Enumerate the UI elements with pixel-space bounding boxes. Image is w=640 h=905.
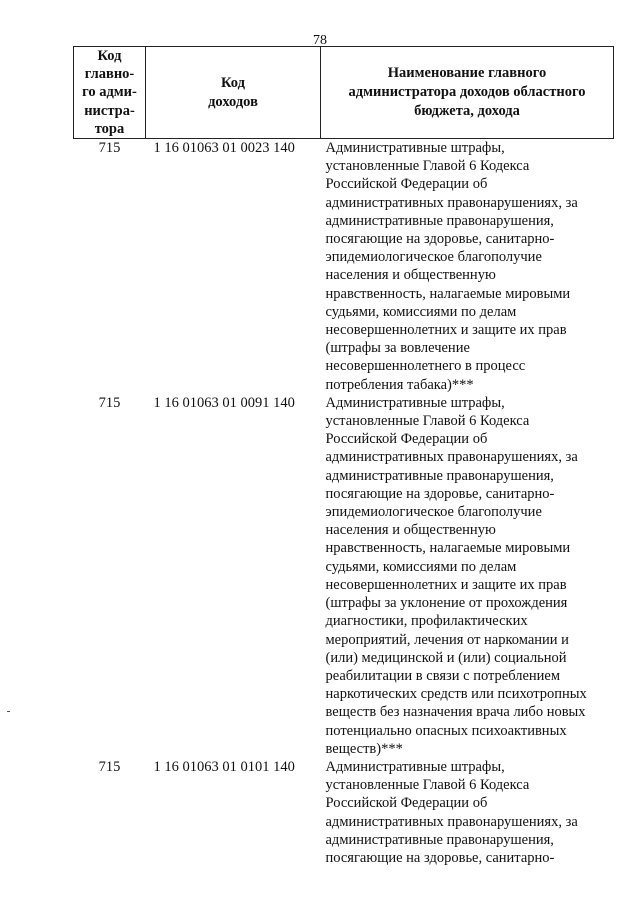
income-name-line: посягающие на здоровье, санитарно- (325, 231, 555, 248)
income-name-line: административных правонарушениях, за (325, 449, 578, 466)
header-line: доходов (208, 93, 258, 110)
income-name-line: установленные Главой 6 Кодекса (325, 777, 530, 794)
income-code-cell: 1 16 01063 01 0091 140 (153, 394, 295, 411)
income-name-line: судьями, комиссиями по делам (325, 558, 517, 575)
income-name-line: потенциально опасных психоактивных (325, 722, 567, 739)
income-name-line: (штрафы за уклонение от прохождения (325, 595, 568, 612)
income-name-line: судьями, комиссиями по делам (325, 303, 517, 320)
income-name-line: Российской Федерации об (325, 176, 488, 193)
income-name-line: (штрафы за вовлечение (325, 340, 470, 357)
income-name-line: (или) медицинской и (или) социальной (325, 649, 567, 666)
income-name-line: Административные штрафы, (325, 140, 505, 157)
income-code-cell: 1 16 01063 01 0023 140 (153, 140, 295, 157)
income-name-cell (321, 394, 614, 758)
income-name-line: веществ)*** (325, 740, 403, 757)
header-line: главно- (84, 66, 135, 83)
table-body (74, 139, 614, 868)
header-name (321, 47, 614, 139)
header-line: Наименование главного (387, 65, 547, 81)
income-name-line: эпидемиологическое благополучие (325, 249, 542, 266)
table-row (74, 758, 614, 867)
page-number: 78 (313, 33, 327, 48)
income-name-line: потребления табака)*** (325, 376, 474, 393)
income-name-line: несовершеннолетнего в процесс (325, 358, 526, 375)
income-name-line: Административные штрафы, (325, 394, 505, 411)
income-name-line: установленные Главой 6 Кодекса (325, 413, 530, 430)
income-name-line: посягающие на здоровье, санитарно- (325, 485, 555, 502)
income-name-line: административных правонарушениях, за (325, 194, 578, 211)
income-name-line: наркотических средств или психотропных (325, 686, 587, 703)
income-name-line: нравственность, налагаемые мировыми (325, 285, 571, 302)
header-row (74, 47, 614, 139)
income-name-line: реабилитации в связи с потреблением (325, 667, 561, 684)
income-name-line: Российской Федерации об (325, 795, 488, 812)
scan-mark (7, 711, 10, 712)
income-name-line: Административные штрафы, (325, 758, 505, 775)
income-name-line: посягающие на здоровье, санитарно- (325, 849, 555, 866)
table-row (74, 394, 614, 758)
income-name-line: веществ без назначения врача либо новых (325, 704, 586, 721)
income-name-line: диагностики, профилактических (325, 613, 528, 630)
header-line: Код (97, 48, 122, 64)
header-line: администратора доходов областного (348, 84, 586, 100)
income-name-line: Российской Федерации об (325, 431, 488, 448)
income-name-line: населения и общественную (325, 267, 496, 284)
income-name-line: административные правонарушения, (325, 831, 554, 848)
income-code-cell: 1 16 01063 01 0101 140 (153, 758, 295, 775)
header-income-code (146, 47, 321, 139)
header-line: го адми- (82, 84, 137, 101)
table-header (74, 47, 614, 139)
income-name-line: установленные Главой 6 Кодекса (325, 158, 530, 175)
income-name-line: нравственность, налагаемые мировыми (325, 540, 571, 557)
admin-code-cell: 715 (98, 394, 121, 411)
admin-code-cell: 715 (98, 140, 121, 157)
header-line: бюджета, дохода (414, 103, 520, 119)
header-line: тора (94, 120, 125, 137)
income-name-line: административных правонарушениях, за (325, 813, 578, 830)
header-line: нистра- (84, 102, 135, 119)
header-line: Код (221, 75, 245, 92)
income-name-line: несовершеннолетних и защите их прав (325, 576, 567, 593)
income-name-cell (321, 758, 614, 867)
table-row (74, 139, 614, 394)
income-name-line: населения и общественную (325, 522, 496, 539)
income-name-line: административные правонарушения, (325, 467, 554, 484)
admin-code-cell: 715 (98, 758, 121, 775)
header-admin-code (74, 47, 146, 139)
income-name-cell (321, 139, 614, 394)
income-name-line: несовершеннолетних и защите их прав (325, 322, 567, 339)
income-name-line: мероприятий, лечения от наркомании и (325, 631, 569, 648)
income-name-line: административные правонарушения, (325, 212, 554, 229)
budget-income-table (73, 46, 614, 867)
income-name-line: эпидемиологическое благополучие (325, 504, 542, 521)
